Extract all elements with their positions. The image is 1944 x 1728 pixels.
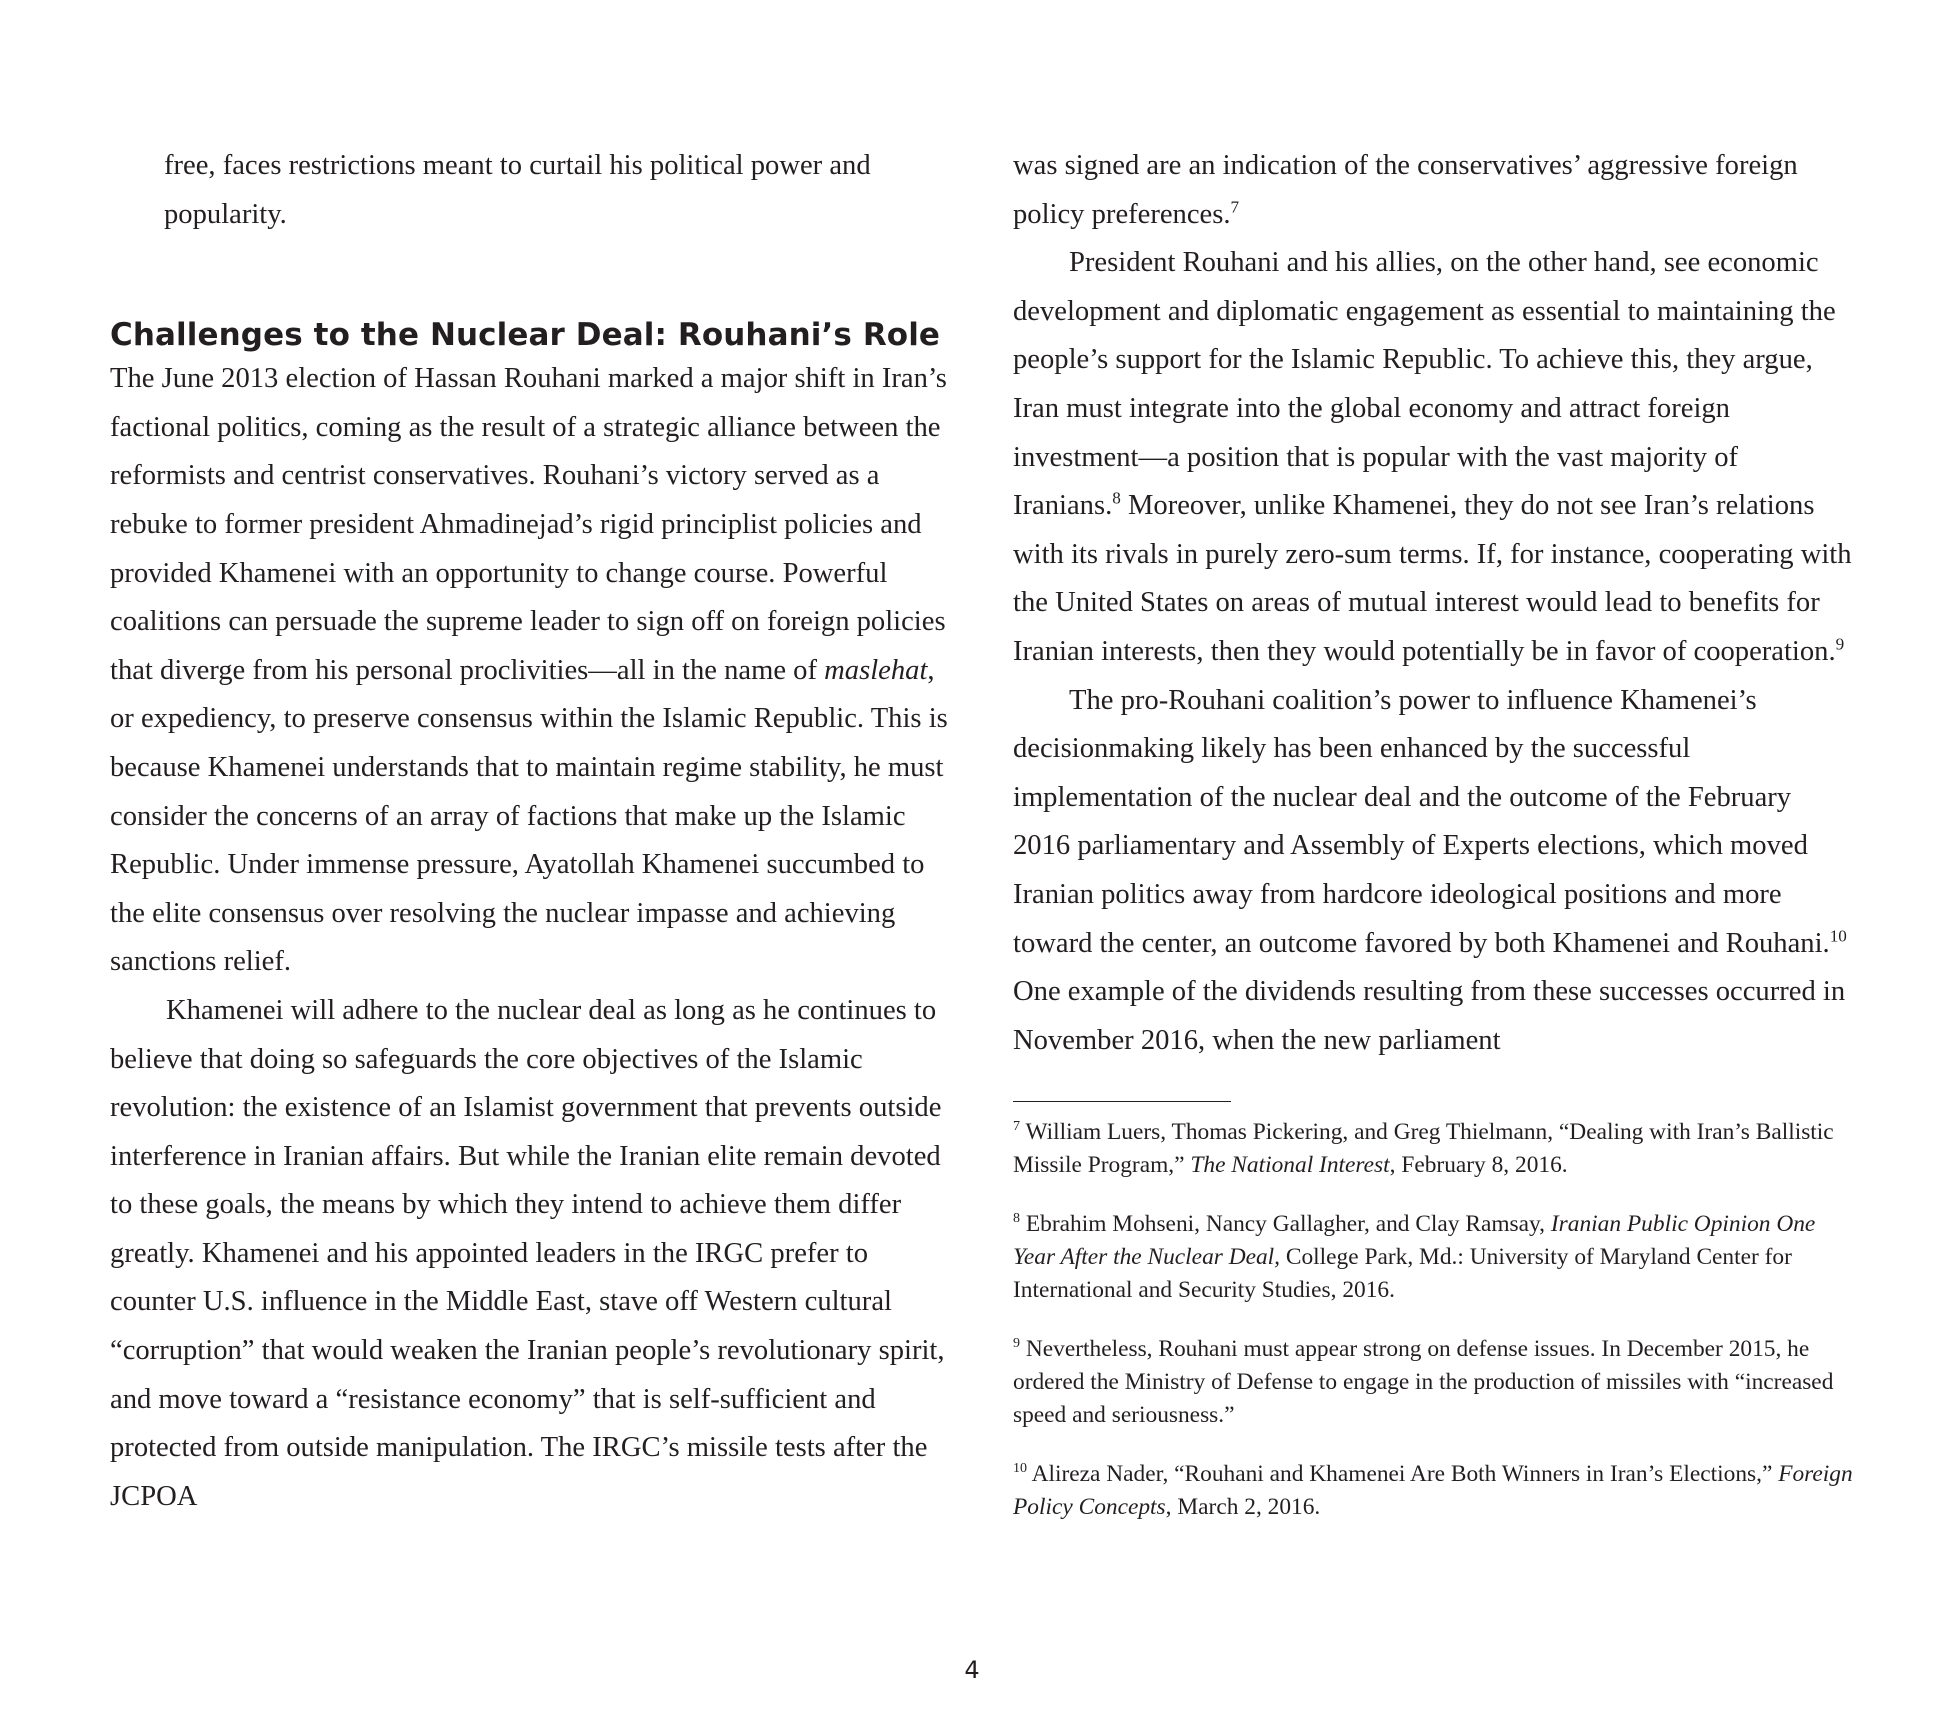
paragraph-text: The June 2013 election of Hassan Rouhani marked a major shift in Iran’s factional politics, coming as the result of a strategic alliance between the reformists and centrist conservatives. Rouhani’s victory served as a rebuke to former president Ahmadinejad’s rigid principlist policies and provided Khamenei with an opportunity to change course. Powerful coalitions can persuade the supreme leader to sign off on foreign policies that diverge from his personal proclivities—all in the name of [110,363,947,686]
footnotes [1013,1116,1853,1524]
footnote-title: The National Interest [1190,1152,1390,1179]
footnote-number: 8 [1013,1210,1021,1227]
footnote-number: 10 [1013,1460,1028,1477]
footnote-reference: 8 [1112,488,1121,508]
paragraph-text: The pro-Rouhani coalition’s power to influence Khamenei’s decisionmaking likely has been enhanced by the successful implementation of the nuclear deal and the outcome of the February 2016 parliamentary and Assembly of Experts elections, which moved Iranian politics away from hardcore ideological positions and more toward the center, an outcome favored by both Khamenei and Rouhani. [1013,684,1830,959]
footnote-number: 7 [1013,1118,1021,1135]
footnote [1013,1116,1853,1182]
left-column [110,142,952,1521]
footnote-text: , February 8, 2016. [1389,1152,1568,1179]
footnote-number: 9 [1013,1335,1021,1352]
footnote [1013,1333,1853,1432]
continued-paragraph: free, faces restrictions meant to curtail his political power and popularity. [164,150,871,230]
footnote-text: Alireza Nader, “Rouhani and Khamenei Are Both Winners in Iran’s Elections,” [1031,1461,1779,1488]
footnote-text: College Park, Md.: University of Maryland Center for International and Security Studies, 2016. [1013,1244,1792,1304]
footnote-reference: 10 [1829,925,1847,945]
footnote-reference: 7 [1230,197,1240,217]
footnote-text: Ebrahim Mohseni, Nancy Gallagher, and Clay Ramsay, [1025,1211,1551,1238]
footnote-title: Iranian Public Opinion One Year After the Nuclear Deal, [1013,1211,1816,1271]
footnote-text: William Luers, Thomas Pickering, and Greg Thielmann, “Dealing with Iran’s Ballistic Missile Program,” [1013,1119,1834,1179]
italic-term: maslehat [824,654,928,686]
right-column [1013,142,1853,1524]
continued-paragraph [1013,142,1853,239]
paragraph-text: , or expediency, to preserve consensus within the Islamic Republic. This is because Khamenei understands that to maintain regime stability, he must consider the concerns of an array of factions that make up the Islamic Republic. Under immense pressure, Ayatollah Khamenei succumbed to the elite consensus over resolving the nuclear impasse and achieving sanctions relief. [110,654,948,978]
paragraph-text: President Rouhani and his allies, on the other hand, see economic development and diplomatic engagement as essential to maintaining the people’s support for the Islamic Republic. To achieve this, they argue, Iran must integrate into the global economy and attract foreign investment—a position that is popular with the vast majority of Iranians. [1013,247,1836,522]
paragraph-text: Moreover, unlike Khamenei, they do not see Iran’s relations with its rivals in purely zero-sum terms. If, for instance, cooperating with the United States on areas of mutual interest would lead to benefits for Iranian interests, then they would potentially be in favor of cooperation. [1013,490,1852,667]
footnote-text: Nevertheless, Rouhani must appear strong on defense issues. In December 2015, he ordered the Ministry of Defense to engage in the production of missiles with “increased speed and seriousness.” [1013,1336,1834,1429]
paragraph-text: was signed are an indication of the conservatives’ aggressive foreign policy preferences. [1013,150,1798,230]
page-number: 4 [964,1656,980,1684]
footnote [1013,1458,1853,1524]
section-heading: Challenges to the Nuclear Deal: Rouhani’s Role [110,317,941,354]
body-paragraph: Khamenei will adhere to the nuclear deal as long as he continues to believe that doing so safeguards the core objectives of the Islamic revolution: the existence of an Islamist government that prevents outside interference in Iranian affairs. But while the Iranian elite remain devoted to these goals, the means by which they intend to achieve them differ greatly. Khamenei and his appointed leaders in the IRGC prefer to counter U.S. influence in the Middle East, stave off Western cultural “corruption” that would weaken the Iranian people’s revolutionary spirit, and move toward a “resistance economy” that is self-sufficient and protected from outside manipulation. The IRGC’s missile tests after the JCPOA [110,994,945,1512]
footnote-title: Foreign Policy Concepts [1013,1461,1853,1521]
body-paragraph [1013,677,1853,1066]
body-paragraph [110,355,952,987]
paragraph-text: One example of the dividends resulting from these successes occurred in November 2016, when the new parliament [1013,976,1846,1056]
footnote-text: , March 2, 2016. [1165,1494,1321,1521]
footnote-reference: 9 [1835,634,1845,654]
body-paragraph [1013,239,1853,676]
footnote-divider [1013,1101,1231,1102]
footnote [1013,1208,1853,1307]
